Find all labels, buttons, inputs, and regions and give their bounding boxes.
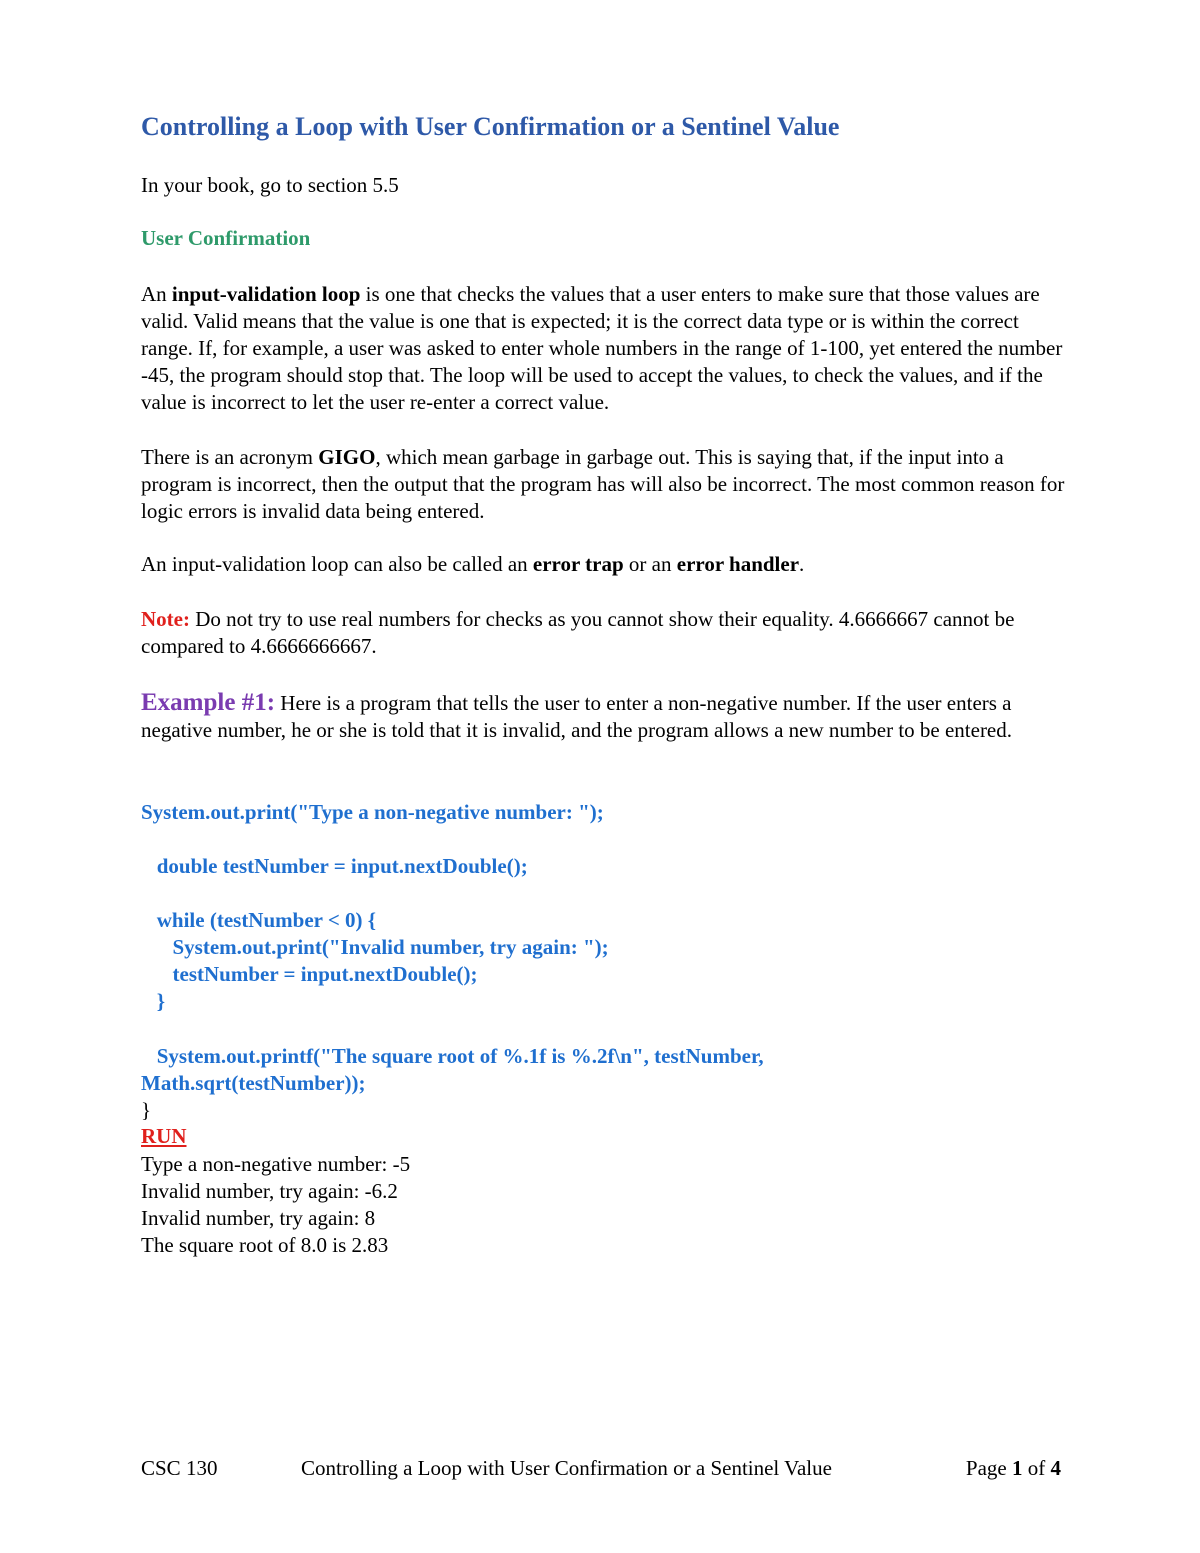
- note-paragraph: [141, 606, 1066, 660]
- paragraph-gigo: [141, 444, 1066, 525]
- footer-of-word: of: [1022, 1456, 1051, 1480]
- page-footer: [141, 1456, 1061, 1486]
- code-line-8: Math.sqrt(testNumber));: [141, 1071, 366, 1095]
- output-line: Type a non-negative number: -5: [141, 1152, 411, 1176]
- footer-page-number: [966, 1456, 1061, 1481]
- paragraph-text: There is an acronym: [141, 445, 319, 469]
- output-line: Invalid number, try again: 8: [141, 1206, 376, 1230]
- paragraph-text: .: [799, 552, 805, 576]
- paragraph-text: or an: [623, 552, 677, 576]
- run-label: RUN: [141, 1124, 187, 1148]
- paragraph-text: , which mean garbage in garbage out. This is saying that, if the input into a program is incorrect, then the output that the program has will also be incorrect. The most common reason for logic errors is invalid data being entered.: [141, 445, 1065, 523]
- closing-brace: }: [141, 1098, 152, 1122]
- note-text: Do not try to use real numbers for checks as you cannot show their equality. 4.6666667 cannot be compared to 4.6666666667.: [141, 607, 1015, 658]
- footer-page-total: 4: [1050, 1456, 1061, 1480]
- code-line-1: System.out.print("Type a non-negative number: ");: [141, 800, 604, 824]
- footer-page-word: Page: [965, 1456, 1012, 1480]
- paragraph-text: An: [141, 282, 172, 306]
- term-gigo: GIGO: [318, 445, 376, 469]
- note-label: Note:: [141, 607, 190, 631]
- section-heading: User Confirmation: [141, 226, 311, 250]
- code-line-7: System.out.printf("The square root of %.1f is %.2f\n", testNumber,: [141, 1044, 764, 1068]
- example-label: Example #1:: [141, 689, 276, 716]
- code-line-4: System.out.print("Invalid number, try again: ");: [141, 935, 609, 959]
- code-line-5: testNumber = input.nextDouble();: [141, 962, 478, 986]
- footer-page-current: 1: [1012, 1456, 1023, 1480]
- document-page: [141, 0, 1071, 1553]
- output-line: The square root of 8.0 is 2.83: [141, 1233, 389, 1257]
- term-error-trap: error trap: [532, 552, 624, 576]
- intro-text: In your book, go to section 5.5: [141, 173, 399, 197]
- paragraph-text: is one that checks the values that a user enters to make sure that those values are valid. Valid means that the value is one that is expected; it is the correct data type or is within the correct range. If, for example, a user was asked to enter whole numbers in the range of 1-100, yet entered the number -45, the program should stop that. The loop will be used to accept the values, to check the values, and if the value is incorrect to let the user re-enter a correct value.: [141, 282, 1063, 414]
- paragraph-error-trap: [141, 551, 1066, 578]
- footer-course: CSC 130: [141, 1456, 218, 1480]
- page-title: Controlling a Loop with User Confirmation or a Sentinel Value: [141, 112, 840, 141]
- code-line-2: double testNumber = input.nextDouble();: [141, 854, 528, 878]
- term-input-validation-loop: input-validation loop: [171, 282, 361, 306]
- code-line-6: }: [141, 989, 166, 1013]
- example-text: Here is a program that tells the user to enter a non-negative number. If the user enters a negative number, he or she is told that it is invalid, and the program allows a new number to be entered.: [141, 691, 1013, 742]
- program-output: [141, 1151, 410, 1259]
- paragraph-input-validation: [141, 281, 1066, 416]
- example-paragraph: [141, 689, 1066, 744]
- footer-title: Controlling a Loop with User Confirmation or a Sentinel Value: [301, 1456, 832, 1480]
- term-error-handler: error handler: [676, 552, 800, 576]
- code-line-3: while (testNumber < 0) {: [141, 908, 377, 932]
- paragraph-text: An input-validation loop can also be called an: [141, 552, 533, 576]
- output-line: Invalid number, try again: -6.2: [141, 1179, 398, 1203]
